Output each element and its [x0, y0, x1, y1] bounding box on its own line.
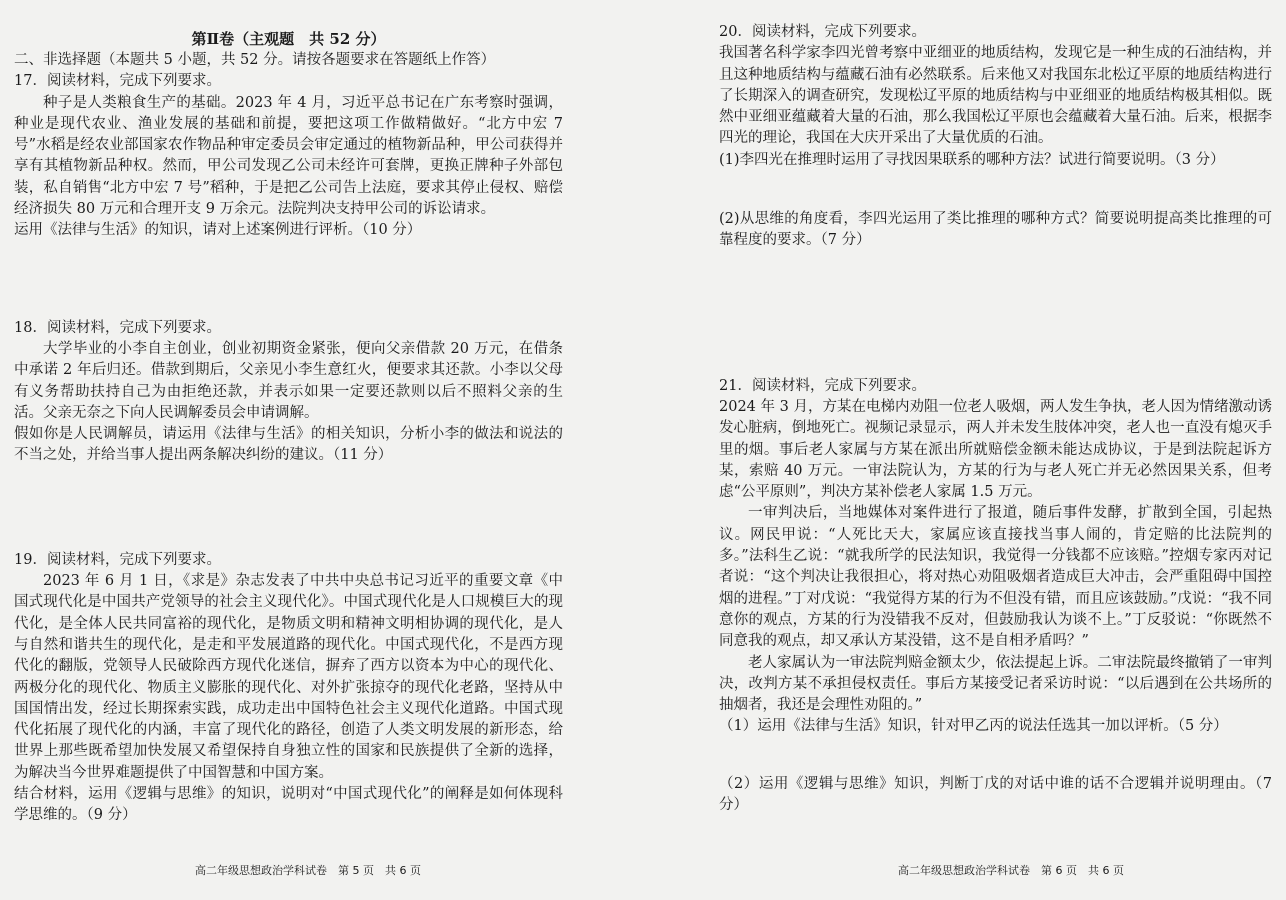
question-21-material-1: 2024 年 3 月，方某在电梯内劝阻一位老人吸烟，两人发生争执，老人因为情绪激动诱发心脏病，倒地死亡。视频记录显示，两人并未发生肢体冲突，老人也一直没有熄灭手里的烟。事后老人家属与方某在派出所就赔偿金额未能达成协议，于是到法院起诉方某，索赔 40 万元。一审法院认为，方某的行为与老人死亡并无必然因果关系，但考虑“公平原则”，判决方某补偿老人家属 1.5 万元。 — [719, 398, 1272, 501]
question-20-sub1: (1)李四光在推理时运用了寻找因果联系的哪种方法？试进行简要说明。（3 分） — [719, 151, 1225, 168]
question-19 — [14, 550, 563, 827]
question-21-sub1: （1）运用《法律与生活》知识，针对甲乙丙的说法任选其一加以评析。（5 分） — [719, 718, 1228, 735]
question-18-head: 18．阅读材料，完成下列要求。 — [14, 319, 221, 336]
part-title: 第Ⅱ卷（主观题 共 52 分） — [191, 30, 386, 48]
question-18-task: 假如你是人民调解员，请运用《法律与生活》的相关知识，分析小李的做法和说法的不当之处，并给当事人提出两条解决纠纷的建议。（11 分） — [14, 426, 563, 464]
section-instructions: 二、非选择题（本题共 5 小题，共 52 分。请按各题要求在答题纸上作答） — [14, 52, 496, 68]
answer-space — [719, 738, 1272, 774]
question-17-task: 运用《法律与生活》的知识，请对上述案例进行评析。（10 分） — [14, 222, 422, 239]
answer-space — [14, 467, 563, 550]
page-footer: 高二年级思想政治学科试卷 第 6 页 共 6 页 — [898, 864, 1124, 877]
question-20-material: 我国著名科学家李四光曾考察中亚细亚的地质结构，发现它是一种生成的石油结构，并且这种地质结构与蕴藏石油有必然联系。后来他又对我国东北松辽平原的地质结构进行了长期深入的调查研究，发现松辽平原的地质结构与中亚细亚的地质结构极其相似。既然中亚细亚蕴藏着大量的石油，那么我国松辽平原也会蕴藏着大量石油。后来，根据李四光的理论，我国在大庆开采出了大量优质的石油。 — [719, 45, 1272, 147]
page-footer: 高二年级思想政治学科试卷 第 5 页 共 6 页 — [195, 864, 421, 877]
question-20-head: 20．阅读材料，完成下列要求。 — [719, 24, 926, 40]
question-19-head: 19．阅读材料，完成下列要求。 — [14, 551, 221, 568]
exam-page-6 — [643, 0, 1286, 900]
answer-space — [719, 252, 1272, 376]
question-17 — [14, 71, 563, 241]
question-20 — [719, 22, 1272, 252]
question-21-sub2: （2）运用《逻辑与思维》知识，判断丁戊的对话中谁的话不合逻辑并说明理由。（7 分） — [719, 775, 1272, 814]
question-19-task: 结合材料，运用《逻辑与思维》的知识，说明对“中国式现代化”的阐释是如何体现科学思维的。（9 分） — [14, 786, 563, 824]
question-21-head: 21．阅读材料，完成下列要求。 — [719, 377, 926, 394]
question-21-material-3: 老人家属认为一审法院判赔金额太少，依法提起上诉。二审法院最终撤销了一审判决，改判方某不承担侵权责任。事后方某接受记者采访时说：“以后遇到在公共场所的抽烟者，我还是会理性劝阻的。” — [719, 654, 1272, 714]
answer-space — [719, 171, 1272, 209]
question-17-head: 17．阅读材料，完成下列要求。 — [14, 73, 221, 90]
question-17-material: 种子是人类粮食生产的基础。2023 年 4 月，习近平总书记在广东考察时强调，种业是现代农业、渔业发展的基础和前提，要把这项工作做精做好。“北方中宏 7 号”水稻是经农业部国家农作物品种审定委员会审定通过的植物新品种，甲公司获得并享有其植物新品种权。然而，甲公司发现乙公司未经许可套牌，更换正牌种子外部包装，私自销售“北方中宏 7 号”稻种，于是把乙公司告上法庭，要求其停止侵权、赔偿经济损失 80 万元和合理开支 9 万余元。法院判决支持甲公司的诉讼请求。 — [14, 94, 563, 218]
question-21 — [719, 376, 1272, 817]
question-21-material-2: 一审判决后，当地媒体对案件进行了报道，随后事件发酵，扩散到全国，引起热议。网民甲说：“人死比天大，家属应该直接找当事人闹的，肯定赔的比法院判的多。”法科生乙说：“就我所学的民法知识，我觉得一分钱都不应该赔。”控烟专家丙对记者说：“这个判决让我很担心，将对热心劝阻吸烟者造成巨大冲击，会严重阻碍中国控烟的进程。”丁对戊说：“我觉得方某的行为不但没有错，而且应该鼓励。”戊说：“我不同意你的观点，方某的行为没错我不反对，但鼓励我认为谈不上。”丁反驳说：“你既然不同意我的观点，却又承认方某没错，这不是自相矛盾吗？” — [719, 505, 1272, 650]
question-18-material: 大学毕业的小李自主创业，创业初期资金紧张，便向父亲借款 20 万元，在借条中承诺 2 年后归还。借款到期后，父亲见小李生意红火，便要求其还款。小李以父母有义务帮助扶持自己为由拒绝还款，并表示如果一定要还款则以后不照料父亲的生活。父亲无奈之下向人民调解委员会申请调解。 — [14, 340, 563, 421]
question-19-material: 2023 年 6 月 1 日，《求是》杂志发表了中共中央总书记习近平的重要文章《中国式现代化是中国共产党领导的社会主义现代化》。中国式现代化是人口规模巨大的现代化，是全体人民共同富裕的现代化，是物质文明和精神文明相协调的现代化，是人与自然和谐共生的现代化，是走和平发展道路的现代化。中国式现代化，不是西方现代化的翻版，党领导人民破除西方现代化迷信，摒弃了西方以资本为中心的现代化、两极分化的现代化、物质主义膨胀的现代化、对外扩张掠夺的现代化老路，坚持从中国国情出发，经过长期探索实践，成功走出中国特色社会主义现代化道路。中国式现代化拓展了现代化的内涵，丰富了现代化的路径，创造了人类文明发展的新形态，给世界上那些既希望加快发展又希望保持自身独立性的国家和民族提供了全新的选择，为解决当今世界难题提供了中国智慧和中国方案。 — [14, 573, 563, 781]
question-18 — [14, 318, 563, 467]
question-20-sub2: (2)从思维的角度看，李四光运用了类比推理的哪种方式？简要说明提高类比推理的可靠程度的要求。（7 分） — [719, 211, 1272, 249]
answer-space — [14, 242, 563, 318]
